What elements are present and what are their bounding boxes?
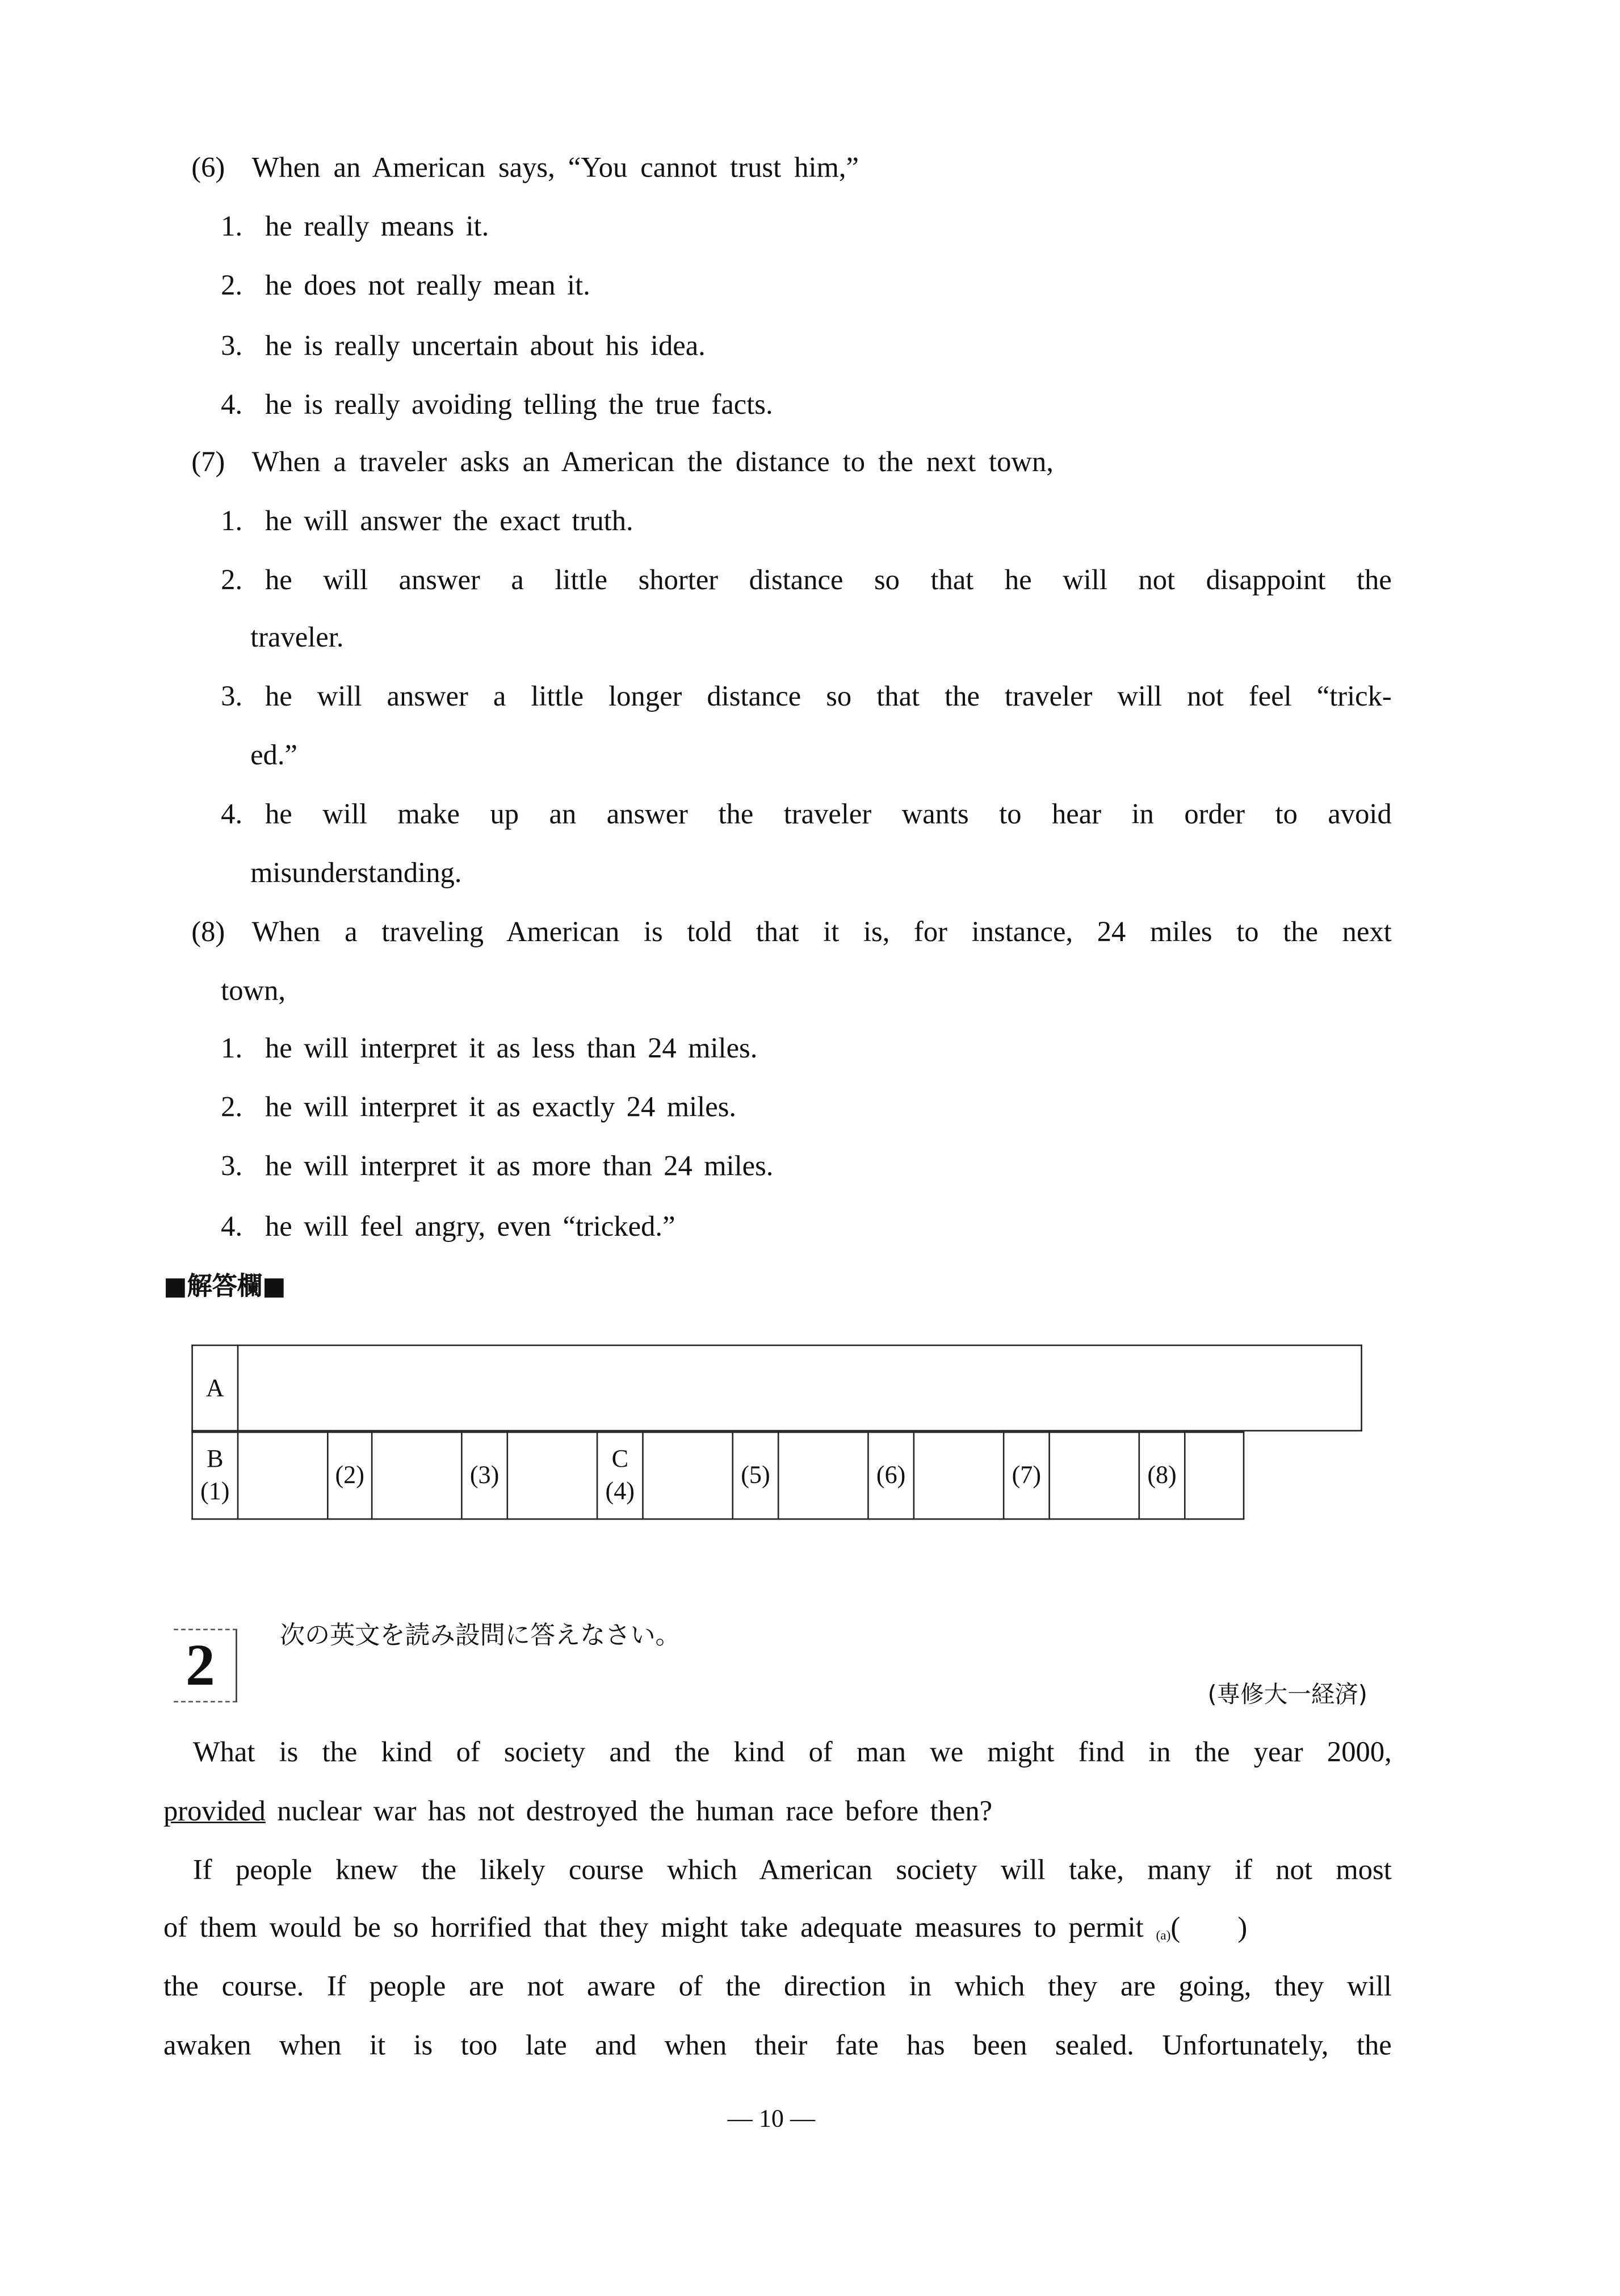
q6-opt1-num: 1. (221, 212, 243, 244)
q7-opt4-num: 4. (221, 799, 243, 831)
q7-stem: When a traveler asks an American the distance to the next town, (251, 447, 1054, 479)
source-label: (専修大一経済) (1207, 1680, 1367, 1709)
answer-row-b (191, 1432, 1244, 1520)
answer-field-7[interactable] (1050, 1432, 1139, 1519)
answer-field-1[interactable] (238, 1432, 328, 1519)
q7-opt4: he will make up an answer the traveler wants to hear in order to avoid (265, 799, 1392, 831)
label-6: (6) (868, 1432, 913, 1519)
answer-field-8[interactable] (1185, 1432, 1244, 1519)
q6-opt4: he is really avoiding telling the true facts. (265, 390, 773, 422)
q7-opt2: he will answer a little shorter distance so that he will not disappoint the (265, 565, 1392, 597)
q7-opt2-num: 2. (221, 565, 243, 597)
passage-line-4: of them would be so horrified that they might take adequate measures to permit $_{(a)}$( ) (163, 1913, 1248, 1944)
answer-heading: ■解答欄■ (163, 1272, 286, 1302)
label-5: (5) (733, 1432, 778, 1519)
answer-row-a (191, 1345, 1362, 1432)
passage-line-5: the course. If people are not aware of the direction in which they are going, they will (163, 1972, 1392, 2003)
q8-opt4-num: 4. (221, 1212, 243, 1243)
q6-opt3-num: 3. (221, 331, 243, 363)
q8-opt2-num: 2. (221, 1093, 243, 1124)
label-a: A (192, 1345, 238, 1430)
q6-opt2-num: 2. (221, 271, 243, 302)
passage-line-3: If people knew the likely course which American society will take, many if not most (192, 1856, 1392, 1887)
label-2: (2) (328, 1432, 372, 1519)
q8-opt3: he will interpret it as more than 24 miles. (265, 1151, 774, 1183)
page-number: — 10 — (727, 2104, 816, 2133)
answer-field-4[interactable] (643, 1432, 732, 1519)
blank-a[interactable]: ( ) (1170, 1913, 1248, 1944)
passage-line-2: provided nuclear war has not destroyed the human race before then? (163, 1796, 993, 1828)
answer-field-2[interactable] (372, 1432, 461, 1519)
q6-number: (6) (191, 153, 225, 184)
section-instruction: 次の英文を読み設問に答えなさい。 (279, 1621, 681, 1651)
q7-opt1: he will answer the exact truth. (265, 506, 633, 538)
passage-line-6: awaken when it is too late and when their fate has been sealed. Unfortunately, the (163, 2030, 1392, 2062)
label-c4: C (4) (597, 1432, 643, 1519)
q7-opt1-num: 1. (221, 506, 243, 538)
q6-opt4-num: 4. (221, 390, 243, 422)
label-7: (7) (1004, 1432, 1049, 1519)
q8-stem-cont: town, (221, 976, 286, 1008)
answer-field-5[interactable] (778, 1432, 868, 1519)
q8-opt1-num: 1. (221, 1034, 243, 1065)
q7-number: (7) (191, 447, 225, 479)
q7-opt3-num: 3. (221, 682, 243, 713)
answer-field-3[interactable] (507, 1432, 597, 1519)
q8-opt1: he will interpret it as less than 24 miles. (265, 1034, 758, 1065)
q7-opt4-cont: misunderstanding. (250, 858, 462, 890)
label-8: (8) (1139, 1432, 1185, 1519)
q7-opt3-cont: ed.” (250, 741, 297, 772)
q8-number: (8) (191, 917, 225, 948)
answer-field-6[interactable] (914, 1432, 1004, 1519)
label-3: (3) (461, 1432, 507, 1519)
q8-stem: When a traveling American is told that it is, for instance, 24 miles to the next (251, 917, 1392, 948)
blank-label: (a) (1156, 1928, 1171, 1943)
underlined-word: provided (163, 1796, 266, 1828)
label-b1: B (1) (192, 1432, 238, 1519)
q8-opt2: he will interpret it as exactly 24 miles. (265, 1093, 737, 1124)
q7-opt3: he will answer a little longer distance so that the traveler will not feel “trick- (265, 682, 1392, 713)
q6-opt1: he really means it. (265, 212, 489, 244)
q6-opt2: he does not really mean it. (265, 271, 590, 302)
q7-opt2-cont: traveler. (250, 623, 344, 654)
q6-opt3: he is really uncertain about his idea. (265, 331, 706, 363)
q8-opt4: he will feel angry, even “tricked.” (265, 1212, 675, 1243)
passage-line-1: What is the kind of society and the kind of man we might find in the year 2000, (192, 1737, 1392, 1769)
section-number-box (174, 1629, 237, 1703)
answer-field-a[interactable] (238, 1345, 1362, 1430)
q6-stem: When an American says, “You cannot trust him,” (251, 153, 859, 184)
q8-opt3-num: 3. (221, 1151, 243, 1183)
section-number: 2 (185, 1631, 215, 1698)
